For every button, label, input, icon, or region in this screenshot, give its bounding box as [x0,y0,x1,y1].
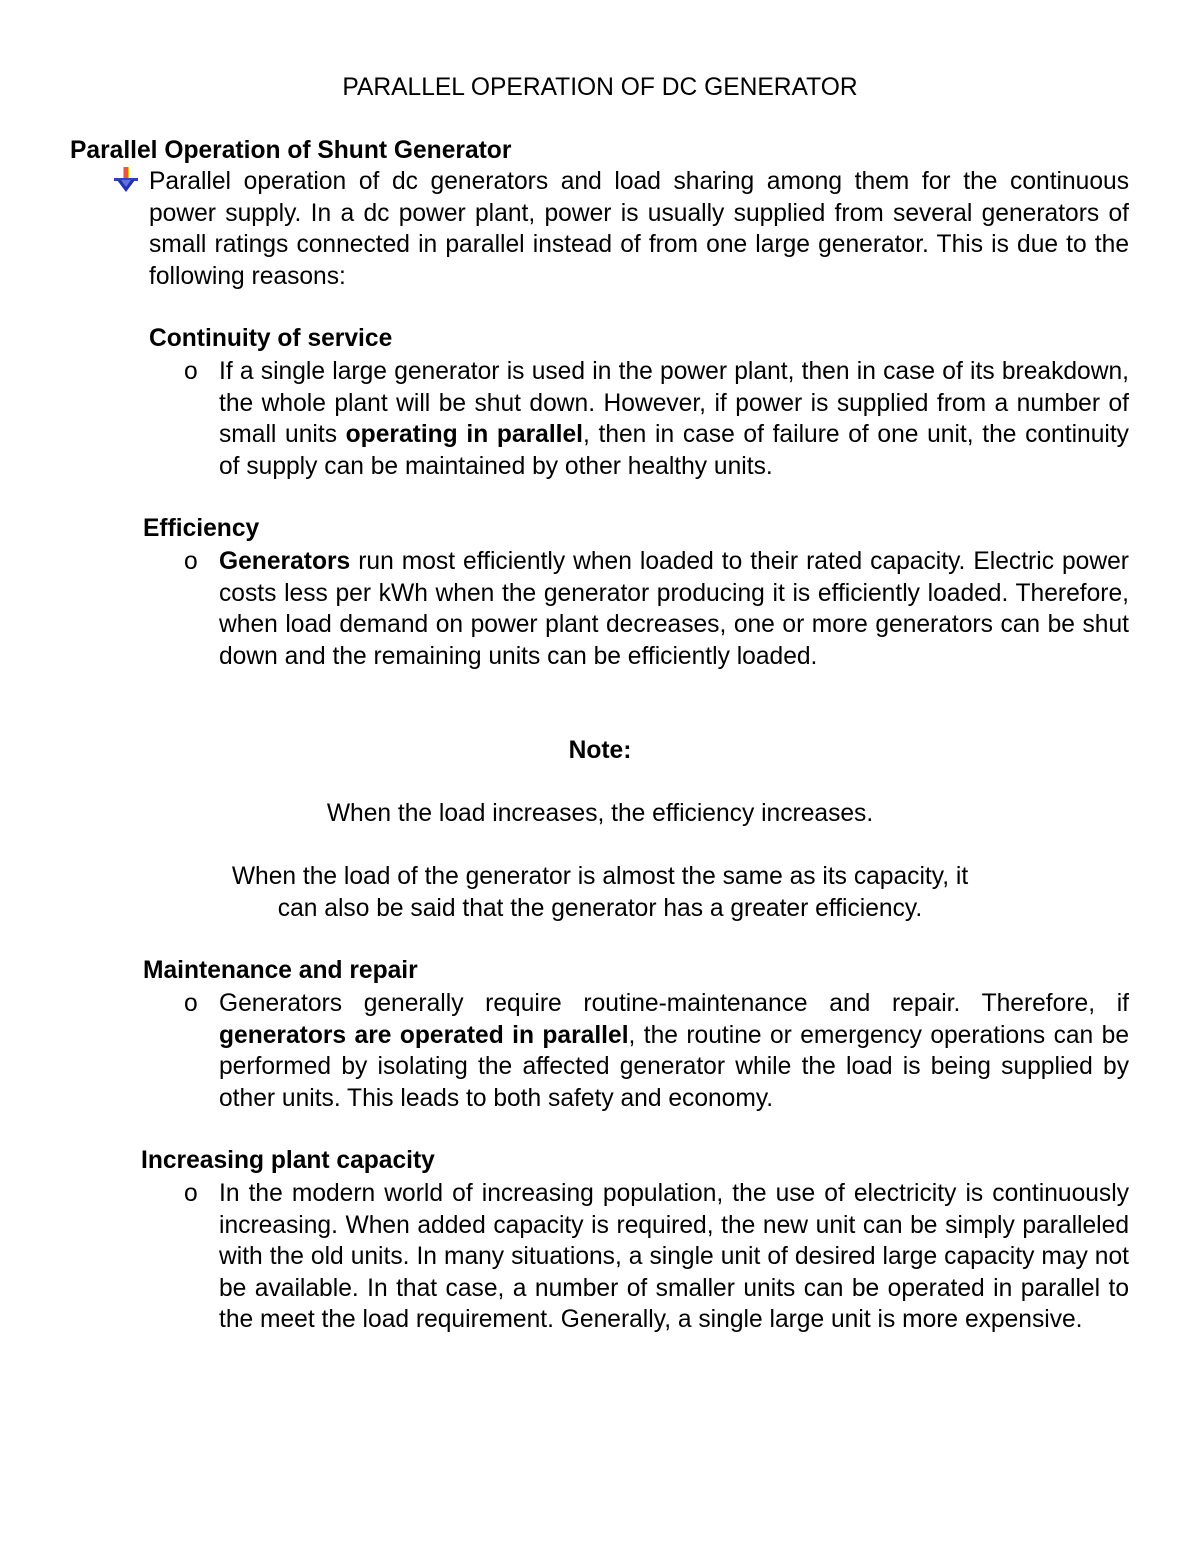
note-line-2: When the load of the generator is almost the same as its capacity, it can also be said that the generator has a greater efficiency. [231,863,969,922]
continuity-paragraph [219,356,1129,482]
bullet-marker: o [184,1180,198,1207]
capacity-paragraph: In the modern world of increasing population, the use of electricity is continuously increasing. When added capacity is required, the new unit can be simply paralleled with the old units. In many situations, a single unit of desired large capacity may not be available. In that case, a number of smaller units can be operated in parallel to the meet the load requirement. Generally, a single large unit is more expensive. [219,1180,1129,1333]
intro-paragraph: Parallel operation of dc generators and load sharing among them for the continuous power supply. In a dc power plant, power is usually supplied from several generators of small ratings connected in parallel instead of from one large generator. This is due to the following reasons: [149,168,1129,290]
maintenance-text-bold: generators are operated in parallel [219,1021,629,1049]
bullet-marker: o [184,358,198,385]
maintenance-paragraph [219,988,1129,1114]
note-heading: Note: [568,737,632,764]
efficiency-heading: Efficiency [143,515,260,542]
continuity-heading: Continuity of service [149,325,393,352]
maintenance-text-a: Generators generally require routine-maintenance and repair. Therefore, if [219,990,1129,1017]
note-line-1: When the load increases, the efficiency increases. [326,800,874,827]
efficiency-text-b: run most efficiently when loaded to their rated capacity. Electric power costs less per kWh when the generator producing it is efficiently loaded. Therefore, when load demand on power plant decreases, one or more generators can be shut down and the remaining units can be efficiently loaded. [219,548,1129,670]
continuity-text-b: , then in case of failure of one unit, the continuity of supply can be maintained by other healthy units. [219,421,1129,480]
efficiency-text-bold: Generators [219,548,351,575]
maintenance-text-b: , the routine or emergency operations can be performed by isolating the affected generator while the load is being supplied by other units. This leads to both safety and economy. [219,1021,1130,1112]
continuity-text-bold: operating in parallel [345,421,583,448]
continuity-text-a: If a single large generator is used in the power plant, then in case of its breakdown, the whole plant will be shut down. However, if power is supplied from a number of small units [219,358,1129,448]
efficiency-paragraph [219,546,1129,672]
bullet-marker: o [184,548,198,575]
page-title: PARALLEL OPERATION OF DC GENERATOR [342,74,858,101]
maintenance-heading: Maintenance and repair [143,957,418,984]
capacity-heading: Increasing plant capacity [141,1147,435,1174]
bullet-marker: o [184,990,198,1017]
arrow-down-icon [114,167,138,193]
section-heading: Parallel Operation of Shunt Generator [70,137,512,164]
